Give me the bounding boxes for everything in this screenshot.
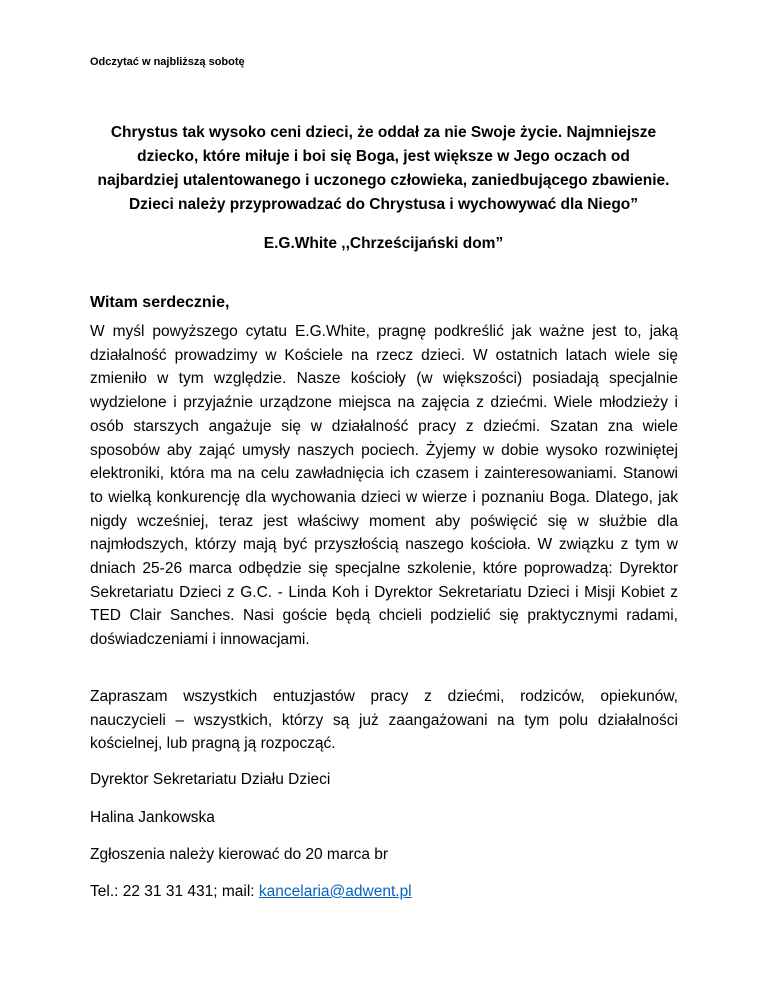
quote-text: Chrystus tak wysoko ceni dzieci, że oddał za nie Swoje życie. Najmniejsze dziecko, które miłuje i boi się Boga, jest większe w Jego oczach od najbardziej utalentowanego i uczonego człowieka, zaniedbującego zbawienie. Dzieci należy przyprowadzać do Chrystusa i wychowywać dla Niego” xyxy=(97,124,670,213)
email-link[interactable]: kancelaria@adwent.pl xyxy=(258,883,412,900)
paragraph-main: W myśl powyższego cytatu E.G.White, pragnę podkreślić jak ważne jest to, jaką działalność prowadzimy w Kościele na rzecz dzieci. W ostatnich latach wiele się zmieniło w tym względzie. Nasze kościoły (w większości) posiadają specjalnie wydzielone i przyjaźnie urządzone miejsca na zajęcia z dziećmi. Wiele młodzieży i osób starszych angażuje się w działalność pracy z dziećmi. Szatan zna wiele sposobów aby zająć umysły naszych pociech. Żyjemy w dobie wysoko rozwiniętej elektroniki, która ma na celu zawładnięcia ich czasem i zainteresowaniami. Stanowi to wielką konkurencję dla wychowania dzieci w wierze i poznaniu Boga. Dlatego, jak nigdy wcześniej, teraz jest właściwy moment aby poświęcić się w służbie dla najmłodszych, którzy mają być przyszłością naszego kościoła. W związku z tym w dniach 25-26 marca odbędzie się specjalne szkolenie, które poprowadzą: Dyrektor Sekretariatu Dzieci z G.C. - Linda Koh i Dyrektor Sekretariatu Dzieci i Misji Kobiet z TED Clair Sanches. Nasi goście będą chcieli podzielić się praktycznymi radami, doświadczeniami i innowacjami. xyxy=(90,323,678,649)
greeting: Witam serdecznie, xyxy=(90,294,230,311)
header-note: Odczytać w najbliższą sobotę xyxy=(90,56,245,68)
paragraph-invitation: Zapraszam wszystkich entuzjastów pracy z dziećmi, rodziców, opiekunów, nauczycieli – wszystkich, którzy są już zaangażowani na tym polu działalności kościelnej, lub pragną ją rozpocząć. xyxy=(90,688,678,753)
signature-name: Halina Jankowska xyxy=(90,809,215,826)
contact-phone-prefix: Tel.: 22 31 31 431; mail: xyxy=(90,883,259,900)
contact-line xyxy=(90,880,412,904)
quote-source: E.G.White ,,Chrześcijański dom” xyxy=(263,235,504,252)
registration-deadline: Zgłoszenia należy kierować do 20 marca br xyxy=(90,846,389,863)
signature-title: Dyrektor Sekretariatu Działu Dzieci xyxy=(90,771,331,788)
